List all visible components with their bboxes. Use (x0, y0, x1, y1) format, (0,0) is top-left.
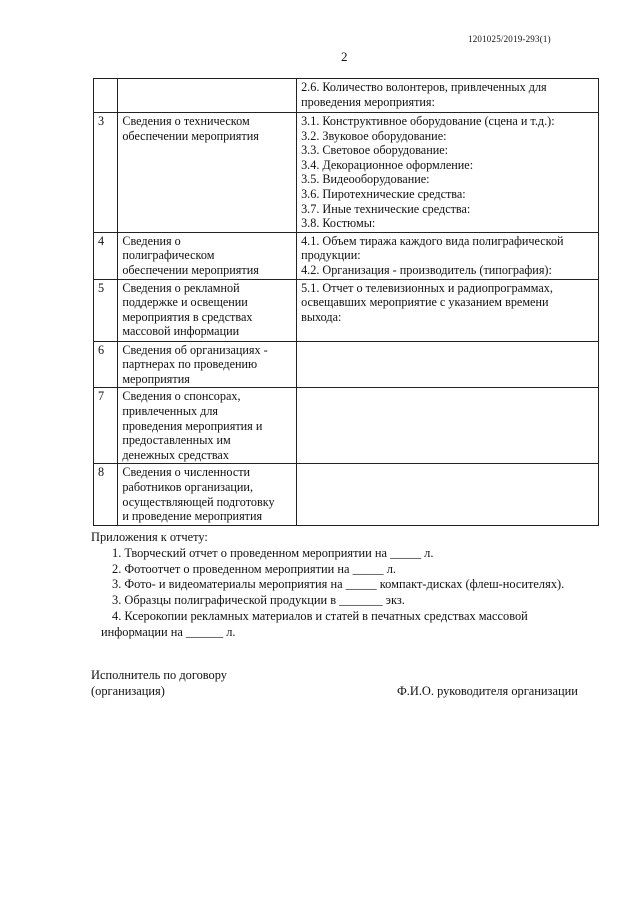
table-row (94, 232, 599, 279)
row-detail-line: 3.6. Пиротехнические средства: (301, 186, 466, 201)
director-name-label: Ф.И.О. руководителя организации (397, 684, 578, 698)
row-title-line: Сведения о численности (122, 465, 251, 480)
row-detail-line: 3.4. Декорационное оформление: (301, 157, 474, 172)
row-number (94, 79, 118, 113)
row-title-line: предоставленных им (122, 433, 231, 448)
row-number: 8 (94, 464, 118, 525)
appendix-title: Приложения к отчету: (91, 530, 208, 544)
table-row (94, 279, 599, 341)
row-title-line: работников организации, (122, 479, 253, 494)
row-title-line: обеспечении мероприятия (122, 128, 259, 143)
row-details (297, 341, 599, 388)
table-row (94, 341, 599, 388)
row-title-line: поддержке и освещении (122, 295, 248, 310)
executor-label: Исполнитель по договору (91, 668, 227, 682)
row-title-line: полиграфическом (122, 248, 215, 263)
row-details (297, 113, 599, 233)
row-number: 5 (94, 279, 118, 341)
row-title-line: проведения мероприятия и (122, 418, 263, 433)
appendix-item-continuation: информации на ______ л. (101, 624, 236, 639)
row-details (297, 464, 599, 525)
row-detail-line: проведения мероприятия: (301, 94, 435, 109)
row-details (297, 388, 599, 464)
row-title (118, 279, 297, 341)
row-title-line: мероприятия в средствах (122, 309, 253, 324)
row-detail-line: 5.1. Отчет о телевизионных и радиопрограммах, (301, 280, 553, 295)
row-title-line: Сведения о спонсорах, (122, 389, 241, 404)
row-details (297, 279, 599, 341)
table-row (94, 79, 599, 113)
row-detail-line: 3.7. Иные технические средства: (301, 201, 471, 216)
row-title-line: партнерах по проведению (122, 357, 258, 372)
row-title-line: и проведение мероприятия (122, 509, 263, 524)
table-row (94, 113, 599, 233)
row-number: 3 (94, 113, 118, 233)
appendix-item: 2. Фотоотчет о проведенном мероприятии на _____ л. (112, 561, 396, 576)
row-title (118, 464, 297, 525)
row-detail-line: 3.5. Видеооборудование: (301, 172, 430, 187)
appendix-item: 1. Творческий отчет о проведенном мероприятии на _____ л. (112, 545, 434, 560)
row-detail-line: 3.8. Костюмы: (301, 216, 376, 231)
row-detail-line: 3.3. Световое оборудование: (301, 143, 449, 158)
row-number: 4 (94, 232, 118, 279)
row-title (118, 341, 297, 388)
appendix-item: 3. Образцы полиграфической продукции в _______ экз. (112, 593, 405, 608)
appendix-section (91, 530, 564, 641)
appendix-item: 3. Фото- и видеоматериалы мероприятия на _____ компакт-дисках (флеш-носителях). (112, 577, 565, 592)
row-title-line: мероприятия (122, 371, 190, 386)
report-table (93, 78, 599, 526)
row-details (297, 232, 599, 279)
row-title (118, 113, 297, 233)
document-number: 1201025/2019-293(1) (468, 34, 551, 44)
executor-signature-block (91, 667, 227, 699)
row-title-line: массовой информации (122, 324, 240, 339)
row-detail-line: выхода: (301, 309, 342, 324)
row-title (118, 388, 297, 464)
table-row (94, 464, 599, 525)
row-detail-line: 3.1. Конструктивное оборудование (сцена и т.д.): (301, 114, 555, 128)
page-number: 2 (341, 49, 348, 64)
row-detail-line: 4.1. Объем тиража каждого вида полиграфической (301, 233, 564, 248)
row-title-line: осуществляющей подготовку (122, 494, 275, 509)
row-detail-line: 2.6. Количество волонтеров, привлеченных для (301, 80, 547, 94)
row-title-line: Сведения о (122, 233, 181, 248)
row-detail-line: продукции: (301, 248, 361, 263)
appendix-item: 4. Ксерокопии рекламных материалов и статей в печатных средствах массовой (112, 608, 528, 623)
row-title-line: привлеченных для (122, 403, 219, 418)
row-title-line: Сведения об организациях - (122, 342, 268, 357)
organization-label: (организация) (91, 684, 165, 698)
table-row (94, 388, 599, 464)
row-detail-line: 4.2. Организация - производитель (типография): (301, 262, 552, 277)
row-title (118, 79, 297, 113)
row-title-line: Сведения о техническом (122, 114, 250, 128)
row-number: 6 (94, 341, 118, 388)
row-number: 7 (94, 388, 118, 464)
row-title-line: обеспечении мероприятия (122, 262, 259, 277)
row-title-line: Сведения о рекламной (122, 280, 240, 295)
row-title-line: денежных средствах (122, 447, 229, 462)
row-detail-line: 3.2. Звуковое оборудование: (301, 128, 447, 143)
row-details (297, 79, 599, 113)
row-detail-line: освещавших мероприятие с указанием времени (301, 295, 549, 310)
row-title (118, 232, 297, 279)
